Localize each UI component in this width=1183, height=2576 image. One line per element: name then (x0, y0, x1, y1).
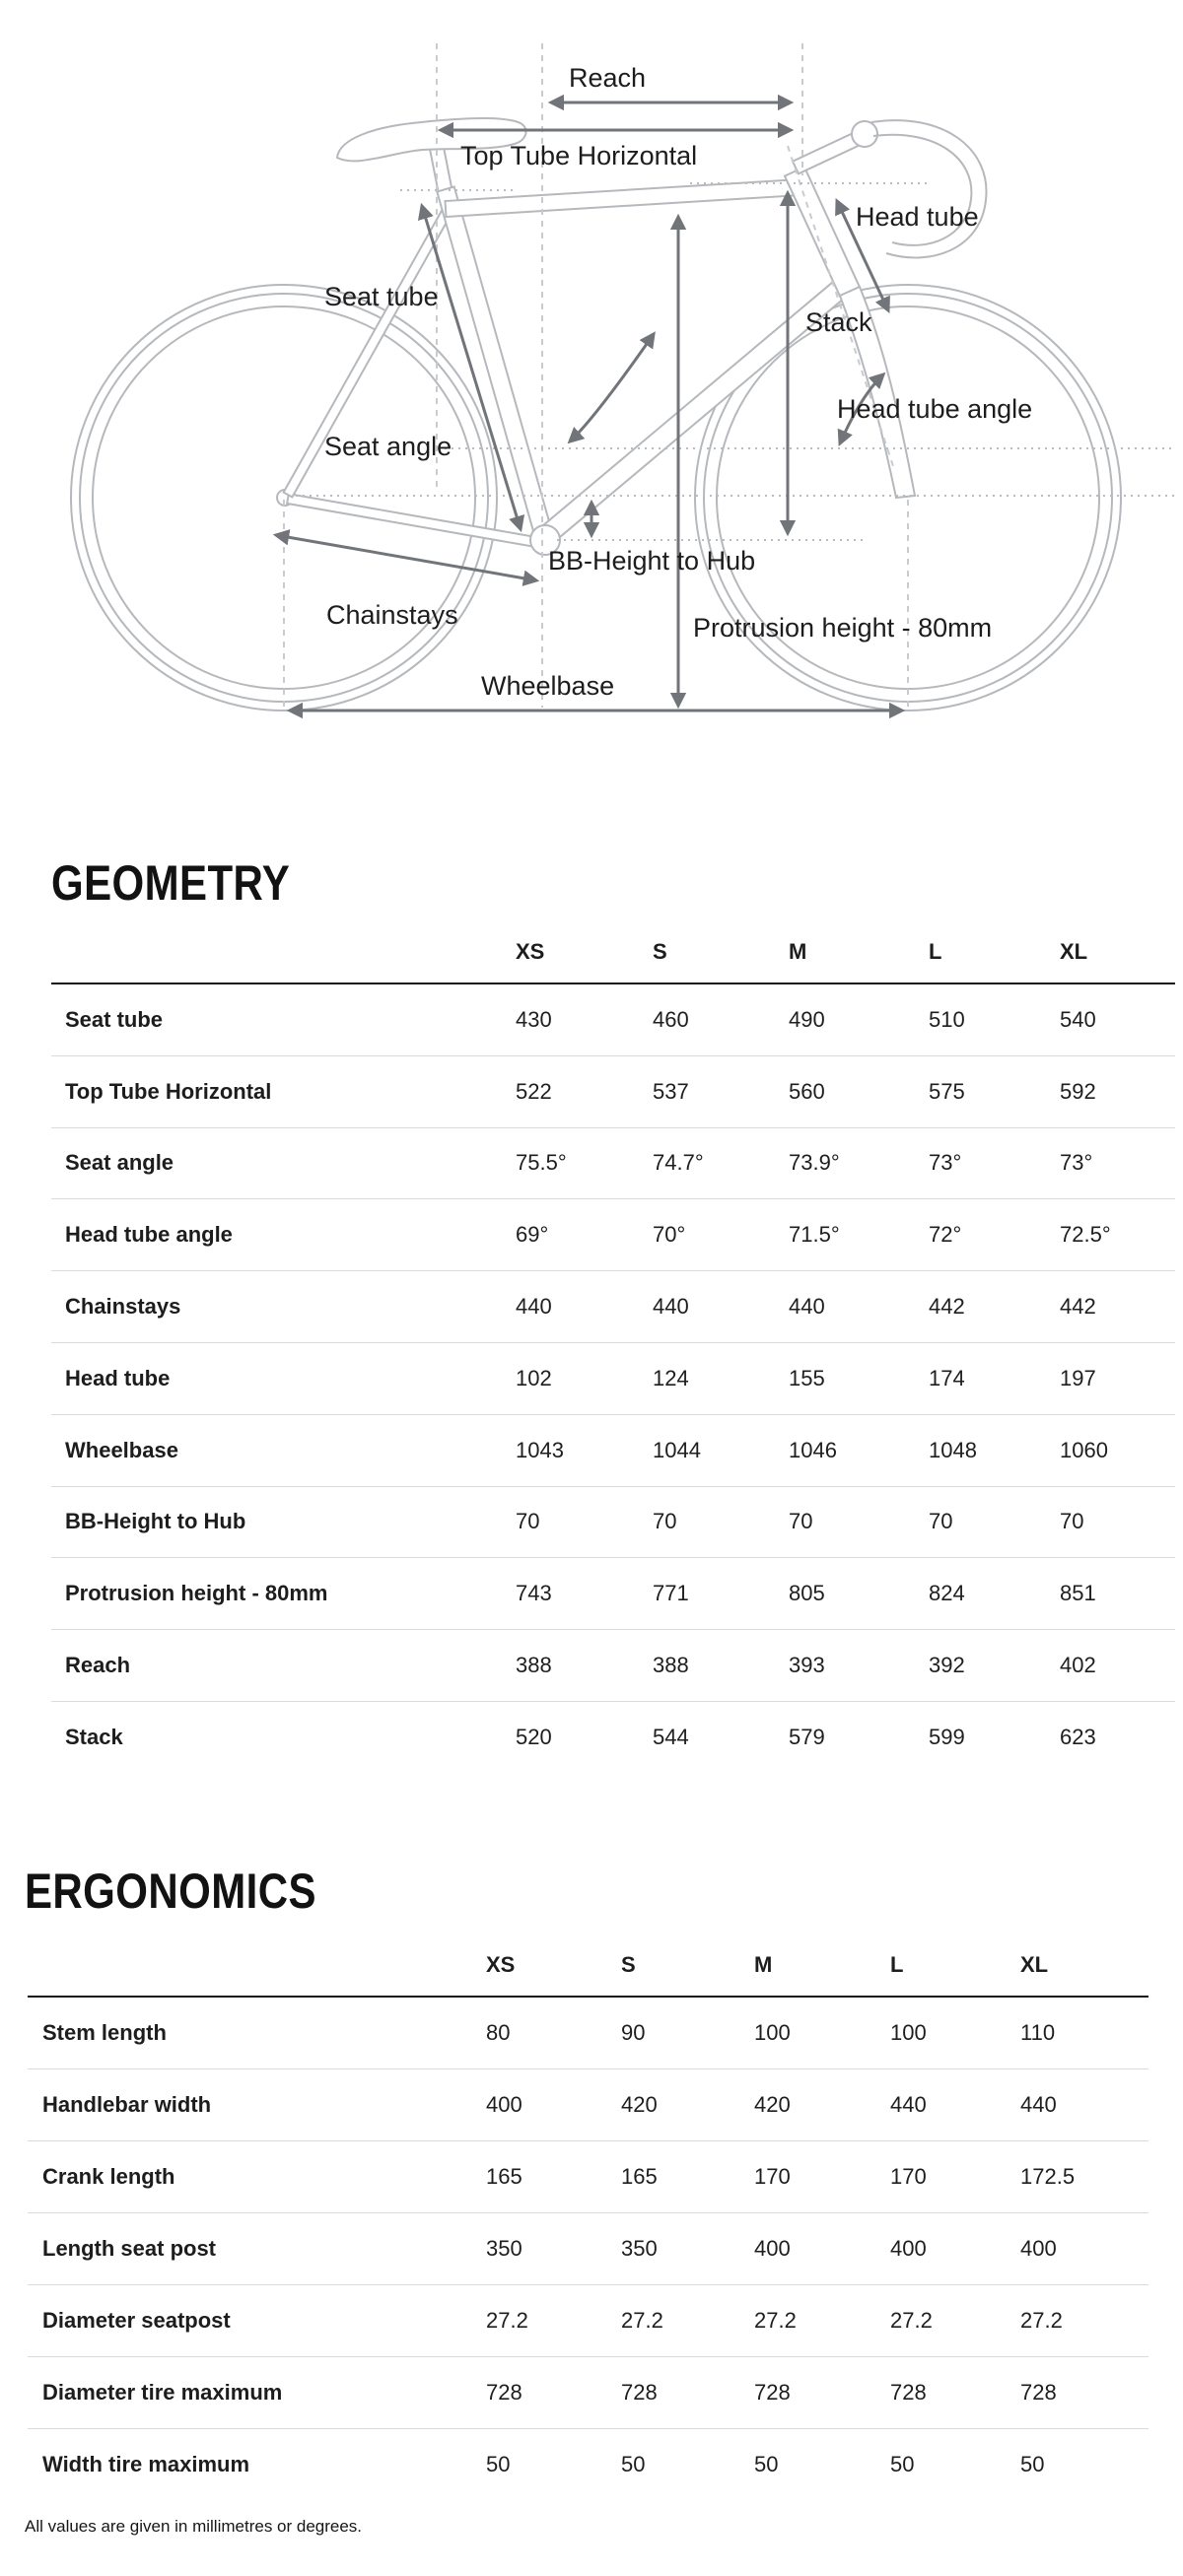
label-reach: Reach (569, 63, 647, 93)
table-row (28, 2069, 1148, 2141)
row-value: 743 (516, 1581, 552, 1606)
row-value: 72.5° (1060, 1222, 1111, 1248)
row-value: 72° (929, 1222, 962, 1248)
label-stack: Stack (805, 307, 872, 337)
row-value: 27.2 (754, 2308, 797, 2333)
label-seat-tube: Seat tube (324, 282, 439, 311)
header-spacer (51, 952, 516, 958)
label-bb-height-to-hub: BB-Height to Hub (548, 546, 756, 576)
row-value: 102 (516, 1365, 552, 1390)
row-value: 851 (1060, 1581, 1096, 1606)
row-value: 592 (1060, 1078, 1096, 1104)
row-value: 50 (890, 2452, 915, 2476)
column-header-s: S (653, 938, 667, 964)
row-label: Length seat post (42, 2236, 217, 2261)
row-value: 728 (890, 2380, 927, 2405)
row-label: Wheelbase (65, 1437, 178, 1462)
table-row (28, 2285, 1148, 2357)
units-footnote: All values are given in millimetres or degrees. (25, 2517, 363, 2536)
row-value: 70 (789, 1509, 813, 1534)
row-value: 560 (789, 1078, 825, 1104)
ergonomics-table-body (28, 1998, 1148, 2500)
row-value: 50 (486, 2452, 511, 2476)
row-value: 50 (754, 2452, 779, 2476)
row-value: 771 (653, 1581, 689, 1606)
row-value: 80 (486, 2020, 511, 2045)
column-header-xl: XL (1060, 938, 1088, 964)
geometry-heading: GEOMETRY (51, 854, 291, 911)
ergonomics-table-header (28, 1939, 1148, 1998)
column-header-l: L (929, 938, 942, 964)
table-row (51, 1199, 1175, 1271)
row-value: 75.5° (516, 1150, 567, 1176)
row-value: 402 (1060, 1653, 1096, 1678)
row-value: 90 (621, 2020, 646, 2045)
row-value: 824 (929, 1581, 965, 1606)
row-value: 537 (653, 1078, 689, 1104)
row-value: 1048 (929, 1437, 977, 1462)
table-row (28, 2213, 1148, 2285)
row-value: 350 (621, 2236, 658, 2261)
table-row (51, 1128, 1175, 1200)
table-row (51, 1558, 1175, 1630)
row-value: 728 (1020, 2380, 1057, 2405)
row-value: 73° (1060, 1150, 1093, 1176)
row-value: 544 (653, 1724, 689, 1749)
row-value: 805 (789, 1581, 825, 1606)
row-label: Handlebar width (42, 2092, 212, 2117)
row-label: Diameter seatpost (42, 2308, 231, 2333)
bike-geometry-diagram (0, 0, 1183, 749)
row-value: 170 (754, 2164, 791, 2189)
label-head-tube: Head tube (856, 202, 979, 232)
column-header-xs: XS (486, 1951, 516, 1977)
row-value: 623 (1060, 1724, 1096, 1749)
row-value: 442 (1060, 1294, 1096, 1320)
row-label: Protrusion height - 80mm (65, 1581, 328, 1606)
row-value: 420 (754, 2092, 791, 2117)
column-header-s: S (621, 1951, 636, 1977)
row-value: 197 (1060, 1365, 1096, 1390)
row-value: 393 (789, 1653, 825, 1678)
row-value: 440 (890, 2092, 927, 2117)
label-protrusion-height: Protrusion height - 80mm (693, 613, 993, 643)
row-label: Diameter tire maximum (42, 2380, 283, 2405)
row-label: Stem length (42, 2020, 167, 2045)
column-header-m: M (754, 1951, 773, 1977)
table-row (28, 2141, 1148, 2213)
row-value: 100 (754, 2020, 791, 2045)
table-row (28, 1998, 1148, 2069)
row-value: 27.2 (890, 2308, 933, 2333)
label-top-tube-horizontal: Top Tube Horizontal (460, 141, 698, 170)
label-seat-angle: Seat angle (324, 432, 452, 461)
row-value: 100 (890, 2020, 927, 2045)
row-value: 70 (1060, 1509, 1084, 1534)
table-row (51, 1630, 1175, 1702)
row-value: 124 (653, 1365, 689, 1390)
header-spacer (28, 1965, 486, 1971)
row-value: 73° (929, 1150, 962, 1176)
row-value: 74.7° (653, 1150, 704, 1176)
row-value: 174 (929, 1365, 965, 1390)
row-value: 165 (486, 2164, 522, 2189)
table-row (51, 1487, 1175, 1559)
row-value: 172.5 (1020, 2164, 1076, 2189)
ergonomics-heading: ERGONOMICS (25, 1863, 316, 1919)
row-label: Head tube angle (65, 1222, 233, 1248)
row-value: 540 (1060, 1006, 1096, 1032)
row-value: 440 (1020, 2092, 1057, 2117)
row-value: 522 (516, 1078, 552, 1104)
row-value: 1044 (653, 1437, 701, 1462)
row-label: Head tube (65, 1365, 171, 1390)
geometry-table-header (51, 926, 1175, 984)
row-value: 728 (621, 2380, 658, 2405)
row-value: 400 (754, 2236, 791, 2261)
row-value: 71.5° (789, 1222, 840, 1248)
row-value: 510 (929, 1006, 965, 1032)
row-value: 440 (653, 1294, 689, 1320)
row-value: 155 (789, 1365, 825, 1390)
row-label: BB-Height to Hub (65, 1509, 246, 1534)
row-value: 70 (653, 1509, 677, 1534)
row-value: 579 (789, 1724, 825, 1749)
geometry-table (51, 926, 1175, 1773)
table-row (28, 2429, 1148, 2500)
row-value: 70 (929, 1509, 953, 1534)
row-value: 73.9° (789, 1150, 840, 1176)
row-label: Crank length (42, 2164, 175, 2189)
table-row (51, 1702, 1175, 1773)
column-header-xl: XL (1020, 1951, 1049, 1977)
row-value: 1046 (789, 1437, 837, 1462)
table-row (51, 984, 1175, 1056)
row-label: Seat tube (65, 1006, 164, 1032)
row-label: Top Tube Horizontal (65, 1078, 272, 1104)
row-value: 27.2 (486, 2308, 528, 2333)
row-value: 599 (929, 1724, 965, 1749)
row-value: 520 (516, 1724, 552, 1749)
table-row (51, 1271, 1175, 1343)
row-value: 440 (516, 1294, 552, 1320)
row-value: 575 (929, 1078, 965, 1104)
row-value: 728 (486, 2380, 522, 2405)
row-value: 388 (516, 1653, 552, 1678)
row-value: 27.2 (621, 2308, 663, 2333)
row-value: 442 (929, 1294, 965, 1320)
row-label: Reach (65, 1653, 131, 1678)
label-wheelbase: Wheelbase (481, 671, 615, 701)
row-label: Chainstays (65, 1294, 181, 1320)
row-value: 440 (789, 1294, 825, 1320)
row-value: 400 (486, 2092, 522, 2117)
column-header-l: L (890, 1951, 904, 1977)
label-head-tube-angle: Head tube angle (837, 394, 1033, 424)
table-row (51, 1056, 1175, 1128)
row-label: Width tire maximum (42, 2452, 250, 2476)
table-row (28, 2357, 1148, 2429)
row-value: 69° (516, 1222, 549, 1248)
row-value: 728 (754, 2380, 791, 2405)
geometry-table-body (51, 984, 1175, 1773)
row-label: Seat angle (65, 1150, 174, 1176)
row-value: 50 (1020, 2452, 1045, 2476)
row-value: 388 (653, 1653, 689, 1678)
row-value: 70° (653, 1222, 686, 1248)
table-row (51, 1343, 1175, 1415)
row-value: 350 (486, 2236, 522, 2261)
row-value: 27.2 (1020, 2308, 1063, 2333)
row-value: 490 (789, 1006, 825, 1032)
row-value: 1060 (1060, 1437, 1108, 1462)
row-value: 165 (621, 2164, 658, 2189)
row-label: Stack (65, 1724, 123, 1749)
row-value: 170 (890, 2164, 927, 2189)
row-value: 400 (890, 2236, 927, 2261)
row-value: 400 (1020, 2236, 1057, 2261)
table-row (51, 1415, 1175, 1487)
row-value: 1043 (516, 1437, 564, 1462)
row-value: 460 (653, 1006, 689, 1032)
column-header-xs: XS (516, 938, 545, 964)
row-value: 430 (516, 1006, 552, 1032)
ergonomics-table (28, 1939, 1148, 2500)
row-value: 110 (1020, 2020, 1056, 2045)
row-value: 70 (516, 1509, 540, 1534)
label-chainstays: Chainstays (326, 600, 458, 630)
row-value: 420 (621, 2092, 658, 2117)
frame-art (277, 118, 987, 555)
column-header-m: M (789, 938, 807, 964)
row-value: 392 (929, 1653, 965, 1678)
row-value: 50 (621, 2452, 646, 2476)
